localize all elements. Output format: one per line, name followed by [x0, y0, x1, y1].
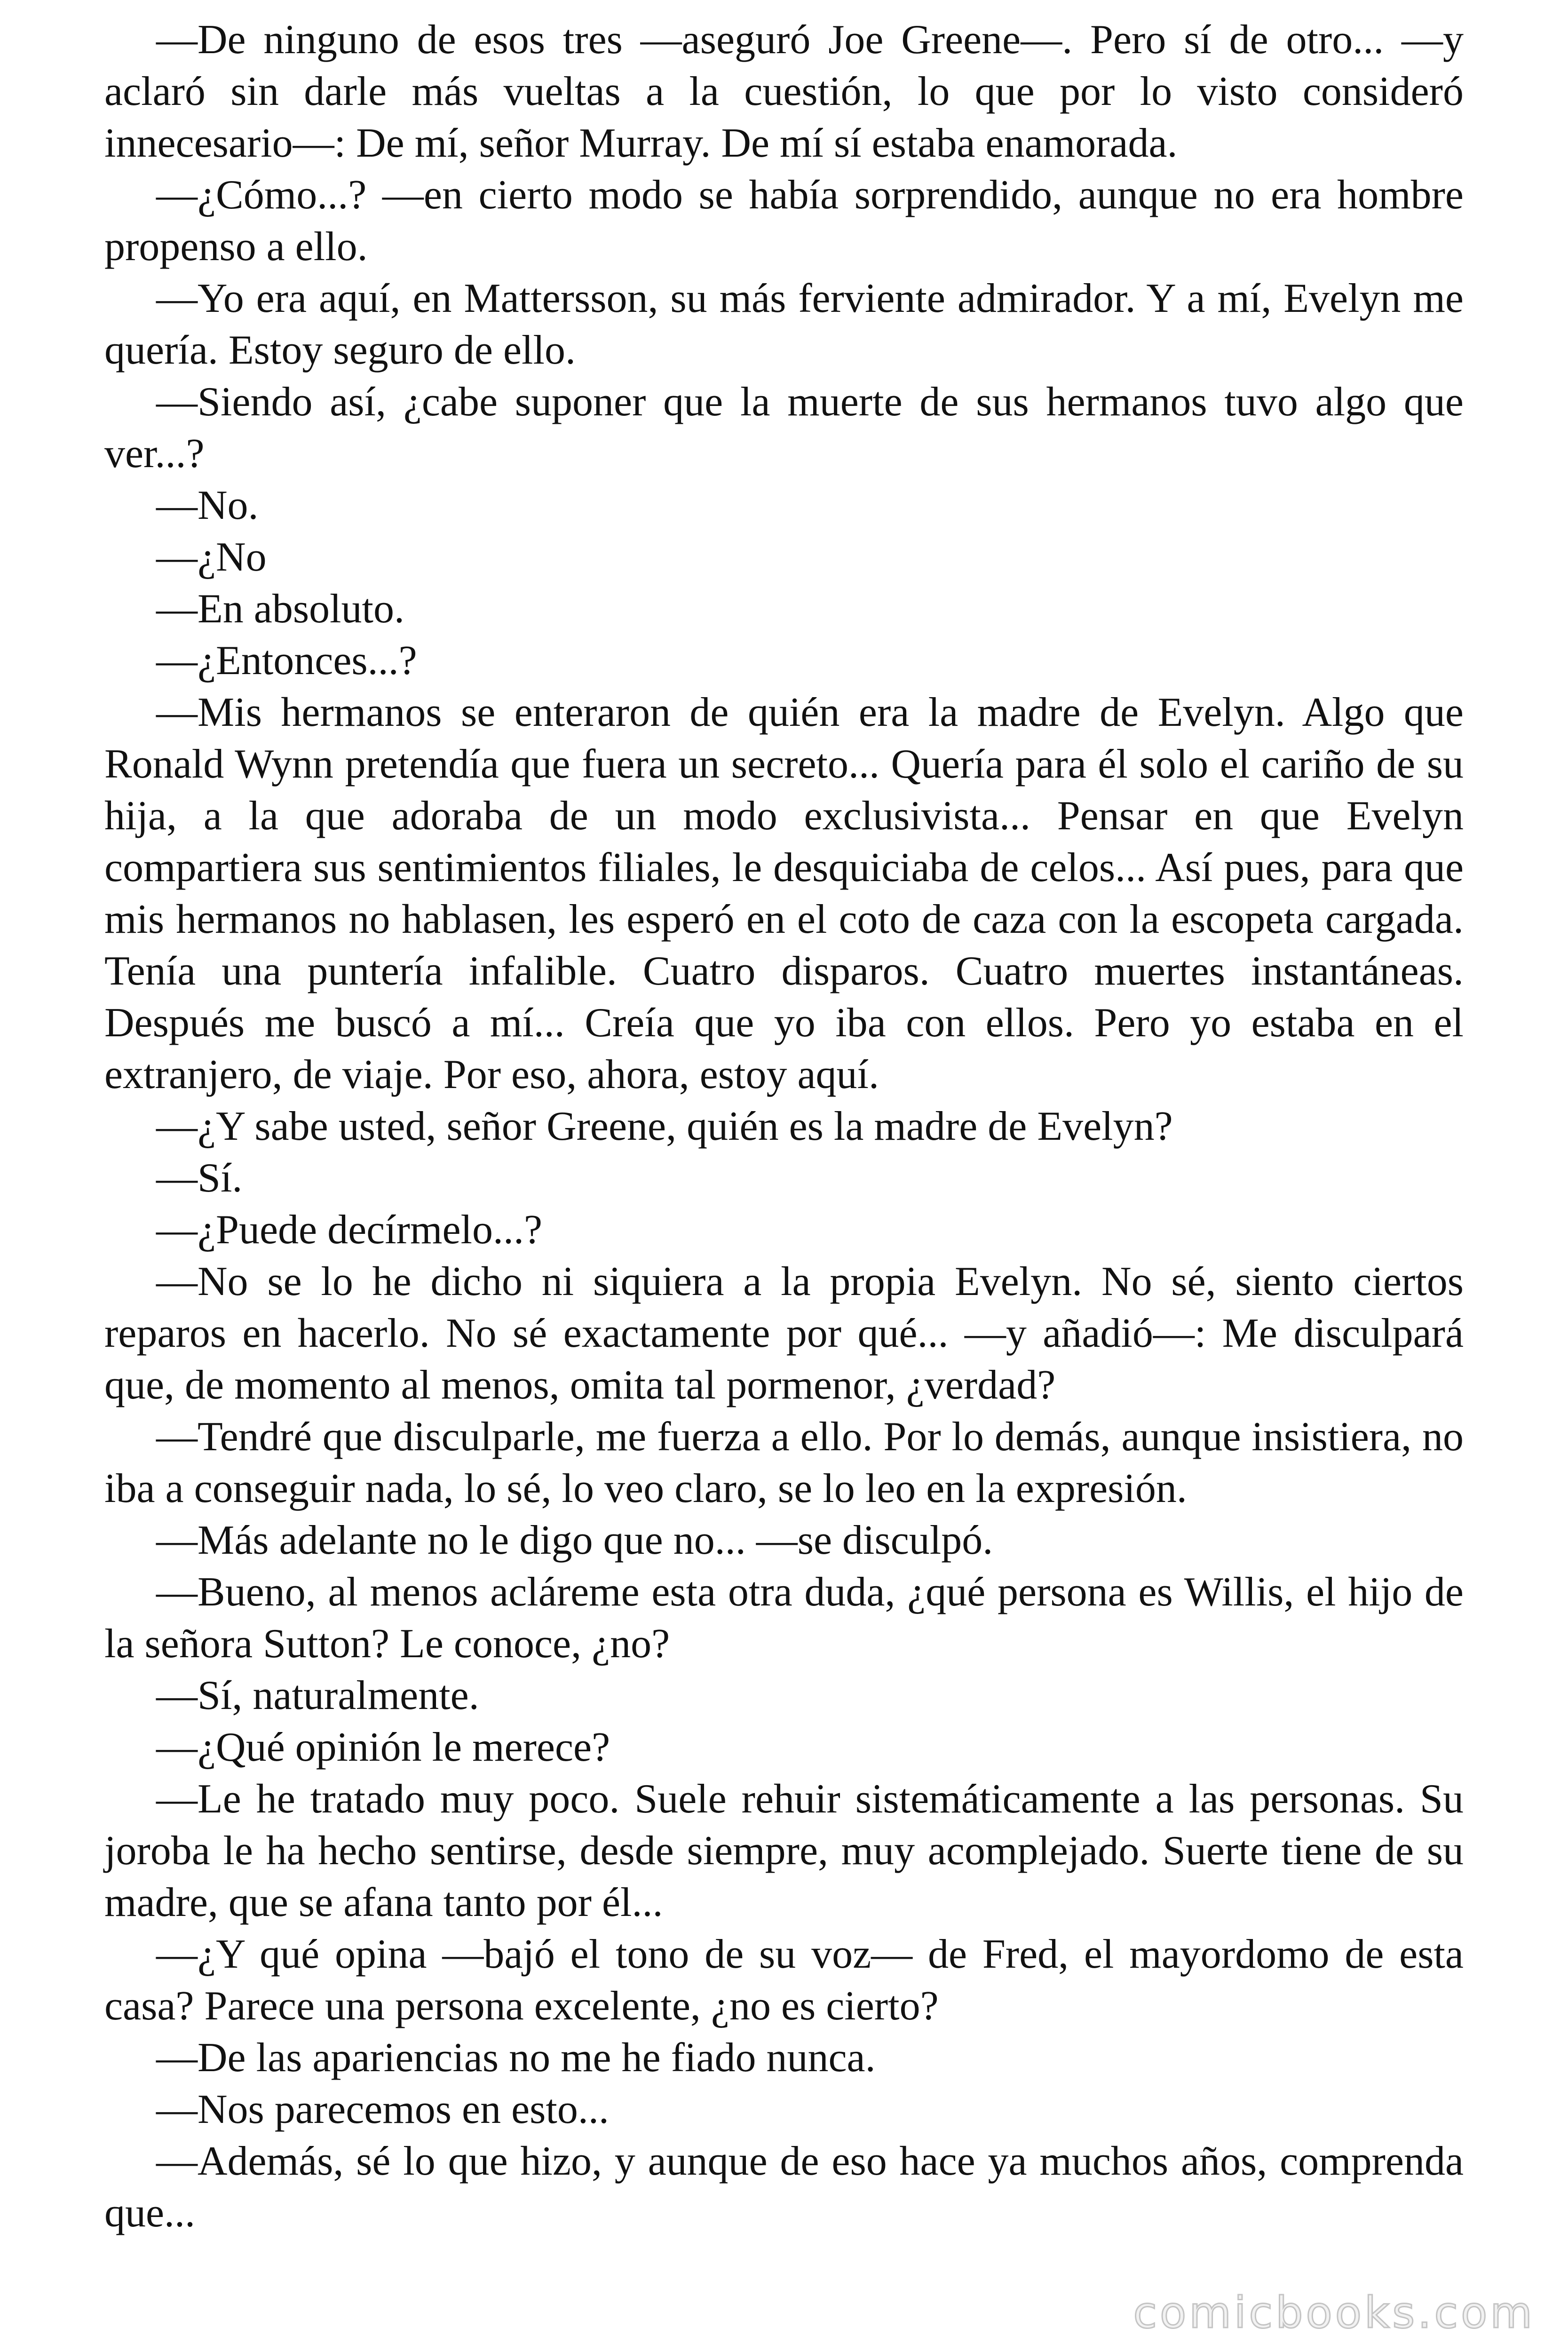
paragraph: —Sí, naturalmente.: [156, 1673, 479, 1718]
paragraph: —¿Cómo...? —en cierto modo se había sorprendido, aunque no era hombre propenso a ello.: [104, 172, 1464, 270]
paragraph: —No se lo he dicho ni siquiera a la propia Evelyn. No sé, siento ciertos reparos en hacerlo. No sé exactamente por qué... —y añadió—: Me disculpará que, de momento al menos, omita tal pormenor, ¿verdad?: [104, 1259, 1464, 1408]
watermark: comicbooks.com: [1133, 2288, 1535, 2338]
paragraph: —Tendré que disculparle, me fuerza a ello. Por lo demás, aunque insistiera, no iba a conseguir nada, lo sé, lo veo claro, se lo leo en la expresión.: [104, 1414, 1464, 1511]
paragraph: —¿Entonces...?: [156, 638, 417, 683]
paragraph: —Bueno, al menos acláreme esta otra duda, ¿qué persona es Willis, el hijo de la señora Sutton? Le conoce, ¿no?: [104, 1569, 1464, 1667]
paragraph: —Sí.: [156, 1155, 243, 1201]
paragraph: —Además, sé lo que hizo, y aunque de eso hace ya muchos años, comprenda que...: [104, 2138, 1464, 2236]
paragraph: —¿Puede decírmelo...?: [156, 1207, 543, 1253]
paragraph: —Yo era aquí, en Mattersson, su más ferviente admirador. Y a mí, Evelyn me quería. Estoy seguro de ello.: [104, 276, 1464, 373]
paragraph: —¿No: [156, 534, 267, 580]
paragraph: —De las apariencias no me he fiado nunca.: [156, 2035, 876, 2081]
paragraph: —No.: [156, 483, 259, 528]
paragraph: —¿Y qué opina —bajó el tono de su voz— de Fred, el mayordomo de esta casa? Parece una persona excelente, ¿no es cierto?: [104, 1931, 1464, 2029]
paragraph: —De ninguno de esos tres —aseguró Joe Greene—. Pero sí de otro... —y aclaró sin darle más vueltas a la cuestión, lo que por lo visto consideró innecesario—: De mí, señor Murray. De mí sí estaba enamorada.: [104, 17, 1464, 166]
paragraph: —Siendo así, ¿cabe suponer que la muerte de sus hermanos tuvo algo que ver...?: [104, 379, 1464, 477]
paragraph: —¿Qué opinión le merece?: [156, 1724, 610, 1770]
paragraph: —Nos parecemos en esto...: [156, 2087, 609, 2132]
paragraph: —Más adelante no le digo que no... —se disculpó.: [156, 1518, 993, 1563]
paragraph: —¿Y sabe usted, señor Greene, quién es la madre de Evelyn?: [156, 1104, 1173, 1149]
paragraph: —Mis hermanos se enteraron de quién era la madre de Evelyn. Algo que Ronald Wynn pretendía que fuera un secreto... Quería para él solo el cariño de su hija, a la que adoraba de un modo exclusivista... Pensar en que Evelyn compartiera sus sentimientos filiales, le desquiciaba de celos... Así pues, para que mis hermanos no hablasen, les esperó en el coto de caza con la escopeta cargada. Tenía una puntería infalible. Cuatro disparos. Cuatro muertes instantáneas. Después me buscó a mí... Creía que yo iba con ellos. Pero yo estaba en el extranjero, de viaje. Por eso, ahora, estoy aquí.: [104, 690, 1464, 1097]
paragraph: —Le he tratado muy poco. Suele rehuir sistemáticamente a las personas. Su joroba le ha hecho sentirse, desde siempre, muy acomplejado. Suerte tiene de su madre, que se afana tanto por él...: [104, 1776, 1464, 1925]
book-page-text: [104, 14, 1464, 2239]
paragraph: —En absoluto.: [156, 586, 404, 632]
